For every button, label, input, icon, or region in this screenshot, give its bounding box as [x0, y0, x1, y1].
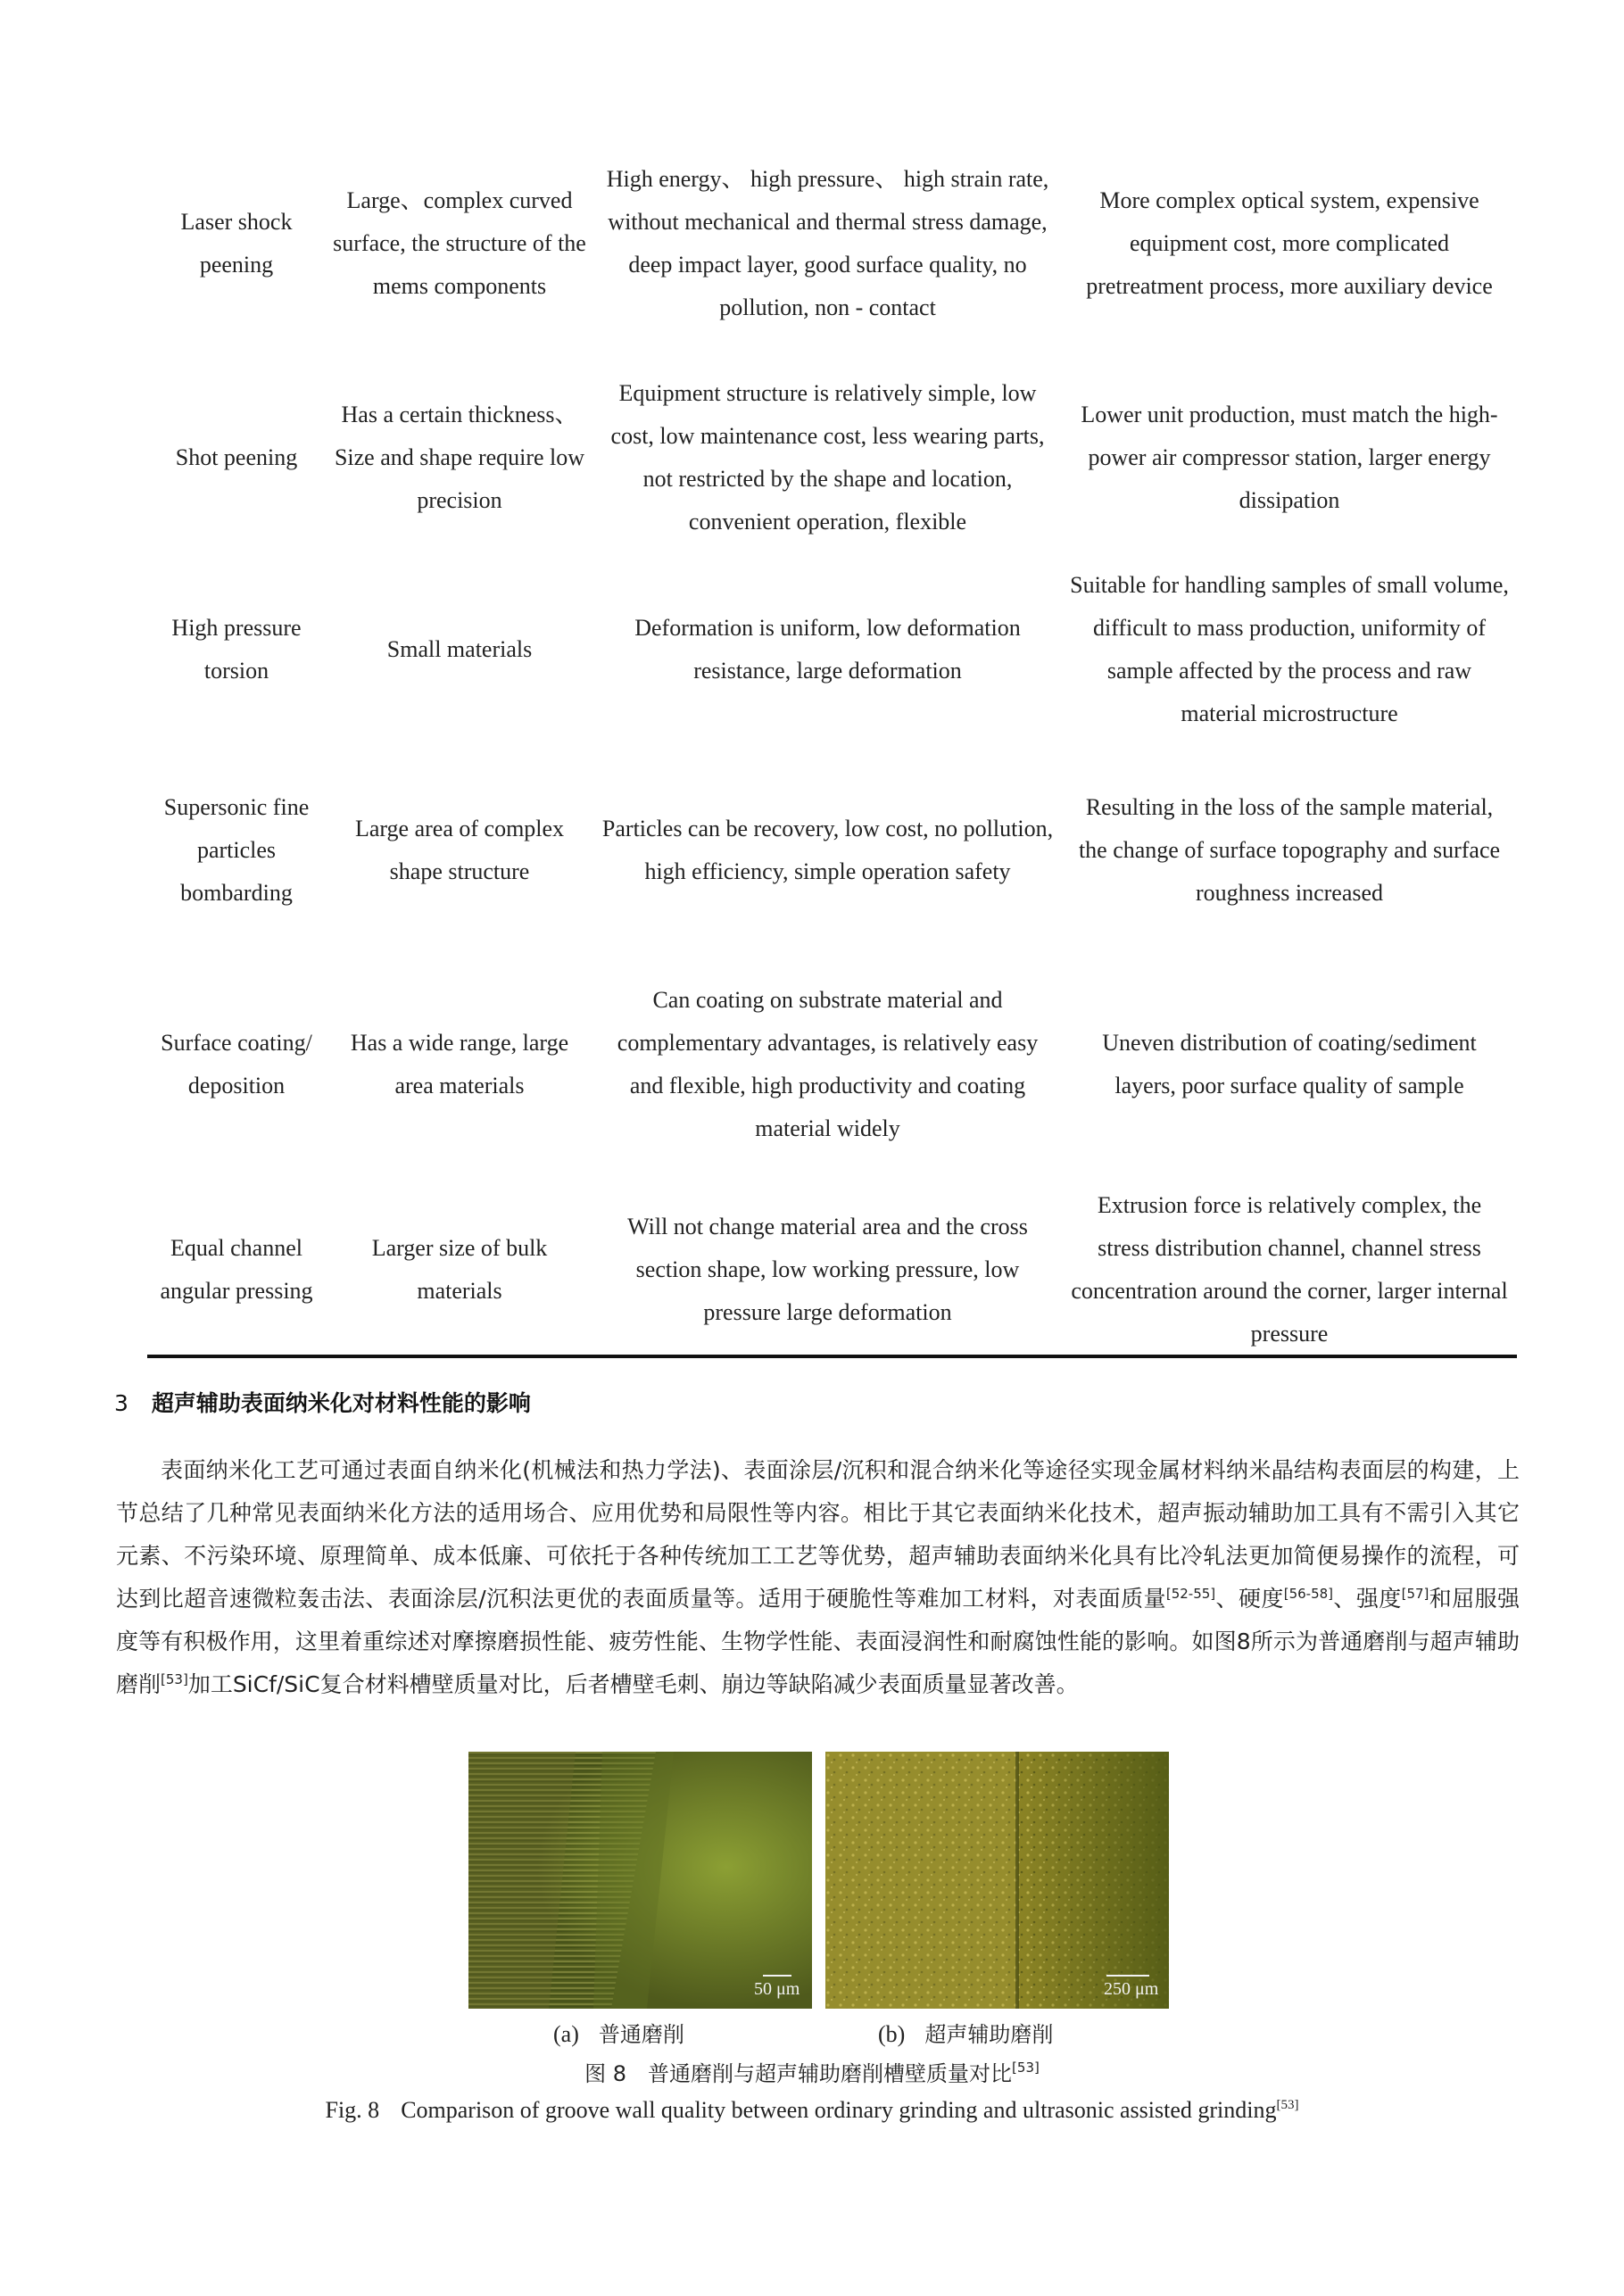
section-heading: [114, 1386, 531, 1418]
advantages-cell: High energy、 high pressure、 high strain rate, without mechanical and thermal stress damage, deep impact layer, good surface quality, no pollution, non - contact: [606, 166, 1049, 320]
micrograph-b-image: [825, 1752, 1169, 2009]
advantages-cell: Will not change material area and the cross section shape, low working pressure, low pressure large deformation: [627, 1214, 1028, 1325]
subfigure-text: 超声辅助磨削: [924, 2022, 1054, 2047]
limitations-cell: More complex optical system, expensive equipment cost, more complicated pretreatment process, more auxiliary device: [1086, 187, 1493, 299]
citation: [53]: [1276, 2098, 1299, 2112]
table-row: [147, 962, 1517, 1167]
figure-label: 图 8: [584, 2061, 627, 2086]
paragraph-text: 、硬度: [1215, 1586, 1284, 1612]
advantages-cell: Equipment structure is relatively simple, low cost, low maintenance cost, less wearing parts, not restricted by the shape and location, convenient operation, flexible: [610, 380, 1045, 535]
limitations-cell: Uneven distribution of coating/sediment layers, poor surface quality of sample: [1102, 1030, 1477, 1098]
paragraph-text: 和屈服强度等有积极作用，这里着重综述对摩擦磨损性能、疲劳性能、生物学性能、表面浸润性和耐腐蚀性能的影响。如图8所示为普通磨削与超声辅助磨削: [116, 1586, 1520, 1697]
scope-cell: Has a wide range, large area materials: [350, 1030, 569, 1098]
method-cell: Equal channel angular pressing: [160, 1235, 313, 1304]
table-bottom-rule: [147, 1355, 1517, 1358]
paragraph-text: 表面纳米化工艺可通过表面自纳米化(机械法和热力学法)、表面涂层/沉积和混合纳米化等途径实现金属材料纳米晶结构表面层的构建，上节总结了几种常见表面纳米化方法的适用场合、应用优势和局限性等内容。相比于其它表面纳米化技术，超声振动辅助加工具有不需引入其它元素、不污染环境、原理简单、成本低廉、可依托于各种传统加工工艺等优势，超声辅助表面纳米化具有比冷轧法更加简便易操作的流程，可达到比超音速微粒轰击法、表面涂层/沉积法更优的表面质量等。适用于硬脆性等难加工材料，对表面质量: [116, 1457, 1520, 1612]
scale-bar: [1106, 1975, 1149, 1977]
table-row: [147, 132, 1517, 355]
advantages-cell: Particles can be recovery, low cost, no pollution, high efficiency, simple operation safety: [601, 816, 1054, 884]
comparison-table-continuation: [147, 132, 1517, 1372]
figure-label: Fig. 8: [325, 2097, 380, 2123]
figure-caption-text: Comparison of groove wall quality between ordinary grinding and ultrasonic assisted grinding: [401, 2097, 1277, 2123]
section-number: 3: [114, 1390, 128, 1416]
section-title: 超声辅助表面纳米化对材料性能的影响: [151, 1390, 531, 1416]
limitations-cell: Resulting in the loss of the sample material, the change of surface topography and surface roughness increased: [1078, 794, 1501, 906]
table-row: [147, 560, 1517, 739]
table-row: [147, 355, 1517, 560]
scale-label: 250 μm: [1104, 1979, 1159, 1999]
subfigure-label: (b): [878, 2021, 906, 2047]
citation: [53]: [1012, 2060, 1040, 2076]
subfigure-text: 普通磨削: [598, 2022, 684, 2047]
method-cell: Laser shock peening: [180, 209, 293, 278]
scope-cell: Large、complex curved surface, the structure of the mems components: [333, 187, 586, 299]
micrograph-a-image: [468, 1752, 812, 2009]
micrograph-ultrasonic-grinding: [825, 1752, 1169, 2009]
citation: [57]: [1401, 1586, 1429, 1602]
scale-label: 50 μm: [754, 1979, 800, 1999]
subfigure-label: (a): [553, 2021, 579, 2047]
scale-bar: [763, 1975, 791, 1977]
figure-caption-english: [0, 2097, 1624, 2124]
figure-caption-text: 普通磨削与超声辅助磨削槽壁质量对比: [648, 2061, 1013, 2086]
scope-cell: Larger size of bulk materials: [371, 1235, 548, 1304]
scope-cell: Small materials: [386, 636, 533, 662]
subfigure-a-caption: [553, 2017, 684, 2048]
method-cell: Shot peening: [175, 444, 298, 470]
method-cell: Supersonic fine particles bombarding: [163, 794, 310, 906]
method-cell: Surface coating/ deposition: [161, 1030, 312, 1098]
scope-cell: Has a certain thickness、 Size and shape require low precision: [334, 402, 585, 513]
limitations-cell: Extrusion force is relatively complex, the stress distribution channel, channel stress concentration around the corner, larger internal pressure: [1071, 1192, 1508, 1347]
limitations-cell: Suitable for handling samples of small volume, difficult to mass production, uniformity of sample affected by the process and raw material microstructure: [1070, 572, 1509, 726]
table-row: [147, 1167, 1517, 1372]
citation: [52-55]: [1165, 1586, 1216, 1602]
paragraph-text: 加工SiCf/SiC复合材料槽壁质量对比，后者槽壁毛刺、崩边等缺陷减少表面质量显著改善。: [187, 1671, 1079, 1697]
micrograph-ordinary-grinding: [468, 1752, 812, 2009]
figure-caption-chinese: [0, 2056, 1624, 2087]
advantages-cell: Deformation is uniform, low deformation resistance, large deformation: [634, 615, 1021, 684]
subfigure-b-caption: [878, 2017, 1053, 2048]
method-cell: High pressure torsion: [171, 615, 302, 684]
limitations-cell: Lower unit production, must match the high-power air compressor station, larger energy dissipation: [1081, 402, 1498, 513]
advantages-cell: Can coating on substrate material and complementary advantages, is relatively easy and flexible, high productivity and coating material widely: [617, 987, 1039, 1141]
citation: [56-58]: [1283, 1586, 1334, 1602]
table-row: [147, 739, 1517, 962]
paragraph-text: 、强度: [1333, 1586, 1402, 1612]
methods-table: [147, 132, 1517, 1372]
body-paragraph: [116, 1449, 1520, 1706]
scope-cell: Large area of complex shape structure: [354, 816, 565, 884]
citation: [53]: [161, 1671, 188, 1687]
